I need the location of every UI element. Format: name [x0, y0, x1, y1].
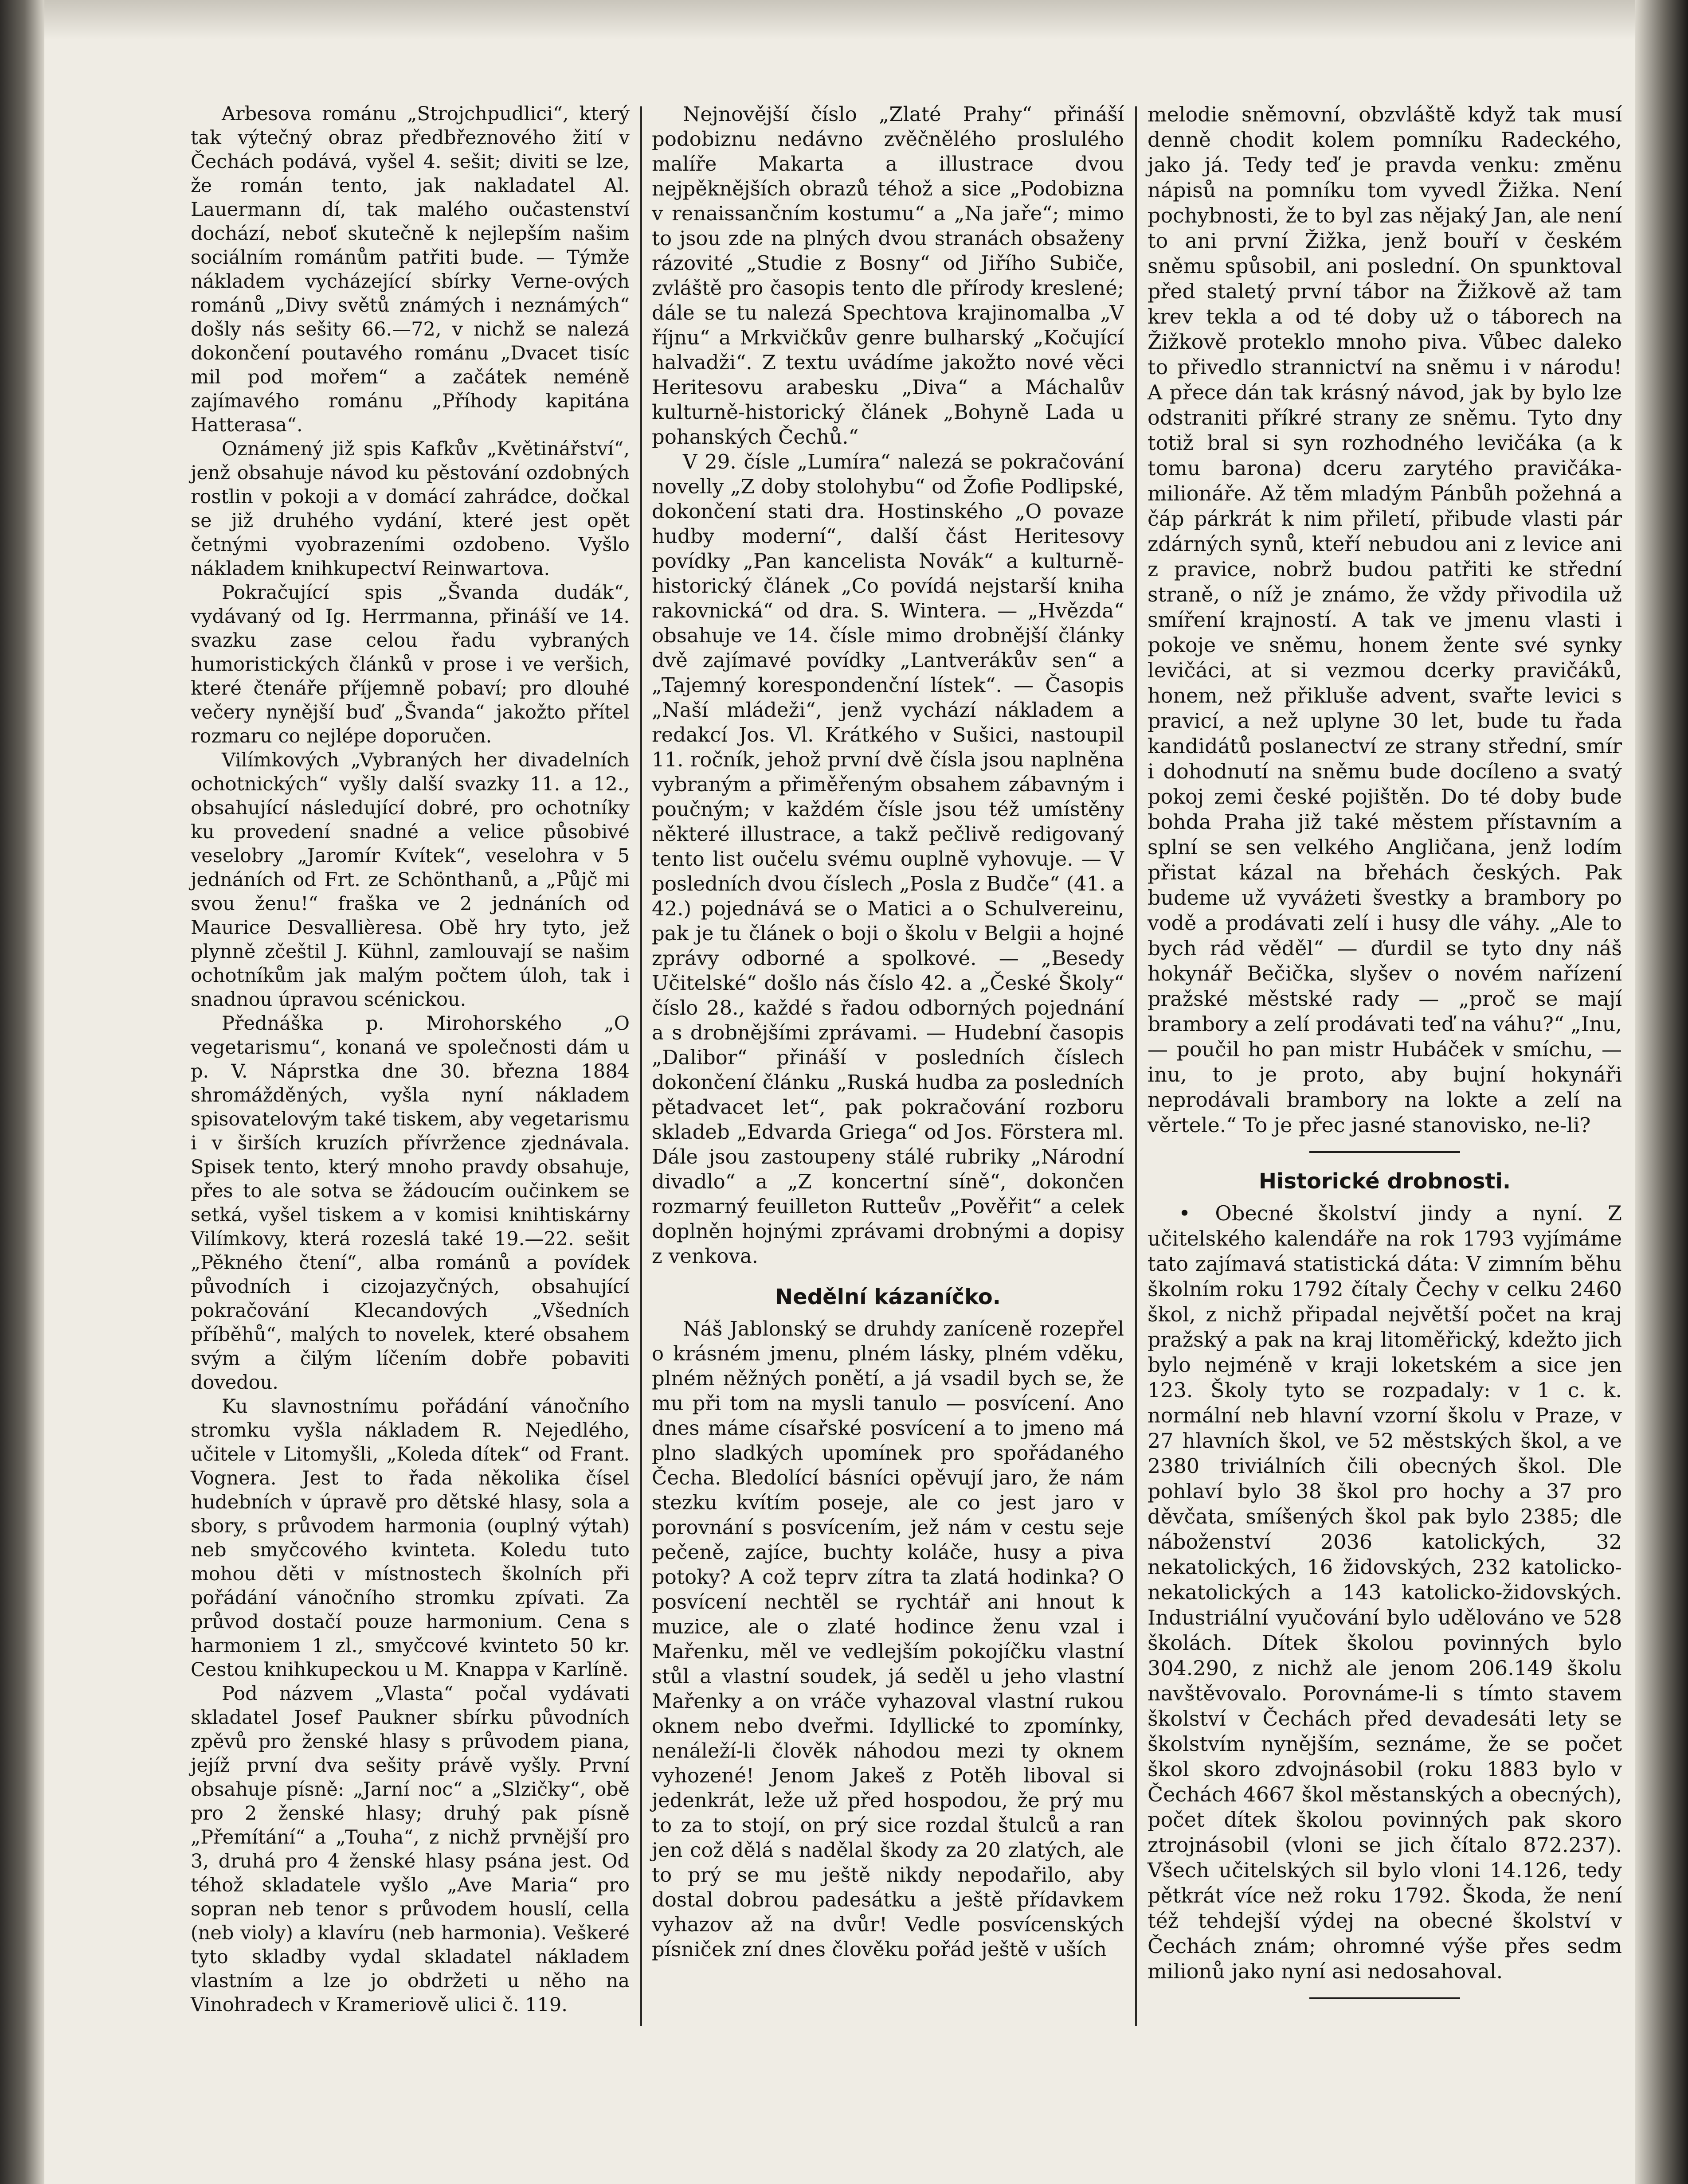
- section-heading-historical-notes: Historické drobnosti.: [1258, 1169, 1511, 1194]
- paragraph-christmas-carol: Ku slavnostnímu pořádání vánočního stromku vyšla nákladem R. Nejedlého, učitele v Litomyšli, „Koleda dítek“ od Frant. Vognera. Jest to řada několika čísel hudebních v úpravě pro dětské hlasy, sola a sbory, s průvodem harmonia (ouplný výtah) neb smyčcového kvinteta. Koledu tuto mohou děti v místnostech školních při pořádání vánočního stromku zpívati. Za průvod dostačí pouze harmonium. Cena s harmoniem 1 zl., smyčcové kvinteto 50 kr. Cestou knihkupeckou u M. Knappa v Karlíně.: [191, 1395, 630, 1681]
- column-rule-left: [640, 106, 642, 2026]
- column-rule-right: [1135, 106, 1137, 2026]
- paragraph-schooling-statistics: • Obecné školství jindy a nyní. Z učitelského kalendáře na rok 1793 vyjímáme tato zajímavá statistická dáta: V zimním běhu školním roku 1792 čítaly Čechy v celku 2460 škol, z nichž připadal největší počet na kraj pražský a pak na kraj litoměřický, kdežto jich bylo nejméně v kraji loketském a sice jen 123. Školy tyto se rozpadaly: v 1 c. k. normální neb hlavní vzorní školu v Praze, v 27 hlavních škol, ve 52 městských škol, a ve 2380 triviálních čili obecných škol. Dle pohlaví bylo 38 škol pro hochy a 37 pro děvčata, smíšených škol pak bylo 2385; dle náboženství 2036 katolických, 32 nekatolických, 16 židovských, 232 katolicko-nekatolických a 143 katolicko-židovských. Industriální vyučování bylo udělováno ve 528 školách. Dítek školou povinných bylo 304.290, z nichž ale jenom 206.149 školu navštěvovalo. Porovnáme-li s tímto stavem školství v Čechách před devadesáti lety se školstvím nynějším, seznáme, že se počet škol skoro zdvojnásobil (roku 1883 bylo v Čechách 4667 škol městanských a obecných), počet dítek školou povinných pak skoro ztrojnásobil (vloni se jich čítalo 872.237). Všech učitelských sil bylo vloni 14.126, tedy pětkrát více než roku 1792. Škoda, že není též tehdejší výdej na obecné školství v Čechách znám; ohromné výše přes sedm milionů jako nyní asi nedosahoval.: [1148, 1201, 1622, 1983]
- book-binding-shadow: [0, 0, 44, 2184]
- section-heading-sunday-sermon: Nedělní kázaníčko.: [775, 1285, 1001, 1309]
- paragraph-sermon-text: Náš Jablonský se druhdy zaníceně rozepřel o krásném jmenu, plném lásky, plném vděku, plném něžných ponětí, a já vsadil bych se, že mu při tom na mysli tanulo — posvícení. Ano dnes máme císařské posvícení a to jmeno má plno sladkých upomínek pro spořádaného Čecha. Bledolící básníci opěvují jaro, že nám stezku kvítím poseje, ale co jest jaro v porovnání s posvícením, jež nám v cestu seje pečeně, zajíce, buchty koláče, husy a piva potoky? A což teprv zítra ta zlatá hodinka? O posvícení nechtěl se rychtář ani hnout k muzice, ale o zlaté hodince ženu vzal i Mařenku, měl ve vedlejším pokojíčku vlastní stůl a vlastní soudek, já seděl u jeho vlastní Mařenky a on vráče vyhazoval vlastní rukou oknem nebo dveřmi. Idyllické to zpomínky, nenáleží-li člověk náhodou mezi ty oknem vyhozené! Jenom Jakeš z Potěh liboval si jedenkrát, leže už před hospodou, že prý mu to za to stojí, on prý sice rozdal štulců a ran jen což dělá s nadělal škody za 20 zlatých, ale to prý se mu ještě nikdy nepodařilo, aby dostal dobrou padesátku a ještě přídavkem vyhazov až na dvůr! Vedle posvícenských písniček zní dnes člověku pořád ještě v uších: [652, 1317, 1124, 1961]
- paragraph-vegetarianism-lecture: Přednáška p. Mirohorského „O vegetarismu“, konaná ve společnosti dám u p. V. Náprstka dne 30. března 1884 shromážděných, vyšla nyní nákladem spisovatelovým také tiskem, aby vegetarismu i v širších kruzích přívržence zjednávala. Spisek tento, který mnoho pravdy obsahuje, přes to ale sotva se žádoucím oučinkem se setká, vyšel tiskem a v komisi knihtiskárny Vilímkovy, která rozeslá také 19.—22. sešit „Pěkného čtení“, alba románů a povídek původních i cizojazyčných, obsahující pokračování Klecandových „Všedních příběhů“, malých to novelek, které obsahem svým a čilým líčením dobře pobaviti dovedou.: [191, 1012, 630, 1394]
- page-right-edge: [1635, 0, 1688, 2184]
- right-column: [1148, 102, 1622, 2004]
- paragraph-zlata-praha: Nejnovější číslo „Zlaté Prahy“ přináší podobiznu nedávno zvěčnělého proslulého malíře Makarta a illustrace dvou nejpěknějších obrazů téhož a sice „Podobizna v renaissančním kostumu“ a „Na jaře“; mimo to jsou zde na plných dvou stranách obsaženy rázovité „Studie z Bosny“ od Jiřího Subiče, zvláště pro časopis tento dle přírody kreslené; dále se tu nalezá Spechtova krajinomalba „V říjnu“ a Mrkvičkův genre bulharský „Kočující halvadži“. Z textu uvádíme jakožto nové věci Heritesovu arabesku „Diva“ a Máchalův kulturně-historický článek „Bohyně Lada u pohanských Čechů.“: [652, 102, 1124, 449]
- paragraph-svanda-dudak: Pokračující spis „Švanda dudák“, vydávaný od Ig. Herrmanna, přináší ve 14. svazku zase celou řadu vybraných humoristických článků v prose i ve veršich, které čtenáře příjemně pobaví; pro dlouhé večery nynější buď „Švanda“ jakožto přítel rozmaru co nejlépe doporučen.: [191, 582, 630, 747]
- paragraph-arbes-novel: Arbesova románu „Strojchpudlici“, který tak výtečný obraz předbřeznového žití v Čechách podává, vyšel 4. sešit; diviti se lze, že román tento, jak nakladatel Al. Lauermann dí, tak malého oučastenství dochází, neboť skutečně k nejlepším našim sociálním románům patřiti bude. — Týmže nákladem vycházející sbírky Verne-ových románů „Divy světů známých i neznámých“ došly nás sešity 66.—72, v nichž se nalezá dokončení poutavého románu „Dvacet tisíc mil pod mořem“ a začátek neméně zajímavého románu „Příhody kapitána Hatterasa“.: [191, 103, 630, 436]
- left-column: [191, 102, 630, 2017]
- paragraph-vilimek-plays: Vilímkových „Vybraných her divadelních ochotnických“ vyšly další svazky 11. a 12., obsahující následující dobré, pro ochotníky ku provedení snadné a velice působivé veselobry „Jaromír Kvítek“, veselohra v 5 jednáních od Frt. ze Schönthanů, a „Půjč mi svou ženu!“ fraška ve 2 jednáních od Maurice Desvallièresa. Obě hry tyto, jež plynně zčeštil J. Kühnl, zamlouvají se našim ochotníkům jak malým počtem úloh, tak i snadnou úpravou scénickou.: [191, 749, 630, 1011]
- section-divider: [1309, 1151, 1460, 1153]
- paragraph-vlasta-songs: Pod názvem „Vlasta“ počal vydávati skladatel Josef Paukner sbírku původních zpěvů pro ženské hlasy s průvodem piana, jejíž první dva sešity právě vyšly. První obsahuje písně: „Jarní noc“ a „Slzičky“, obě pro 2 ženské hlasy; druhý pak písně „Přemítání“ a „Touha“, z nichž prvnější pro 3, druhá pro 4 ženské hlasy psána jest. Od téhož skladatele vyšlo „Ave Maria“ pro sopran neb tenor s průvodem houslí, cella (neb violy) a klavíru (neb harmonia). Veškeré tyto skladby vydal skladatel nákladem vlastním a lze jo obdržeti u něho na Vinohradech v Krameriově ulici č. 119.: [191, 1683, 630, 2016]
- end-divider: [1309, 1997, 1460, 1999]
- middle-column: [652, 102, 1124, 1962]
- paragraph-sermon-continued: melodie sněmovní, obzvláště když tak musí denně chodit kolem pomníku Radeckého, jako já. Tedy teď je pravda venku: změnu nápisů na pomníku tom vyvedl Žižka. Není pochybnosti, že to byl zas nějaký Jan, ale není to ani první Žižka, jenž bouří v českém sněmu spůsobil, ani poslední. On spunktoval před staletý první tábor na Žižkově až tam krev tekla a od té doby už o táborech na Žižkově proteklo mnoho piva. Vůbec daleko to přivedlo strannictví na sněmu i v národu! A přece dán tak krásný návod, jak by bylo lze odstraniti příkré strany ze sněmu. Tyto dny totiž bral si syn rozhodného levičáka (a k tomu barona) dceru zarytého pravičáka-milionáře. Až těm mladým Pánbůh požehná a čáp párkrát k nim přiletí, přibude vlasti pár zdárných synů, kteří nebudou ani z levice ani z pravice, nobrž budou patřiti ke střední straně, o níž je známo, že vždy přivodila už smíření krajností. A tak ve jmenu vlasti i pokoje ve sněmu, honem žente své synky levičáci, at si vezmou dcerky pravičáků, honem, než přikluše advent, svařte levici s pravicí, a než uplyne 30 let, bude tu řada kandidátů poslanectví ze strany střední, smír i dohodnutí na sněmu bude docíleno a svatý pokoj zemi české pojištěn. Do té doby bude bohda Praha již také městem přístavním a splní se sen velkého Angličana, jenž lodím přistat kázal na břehách českých. Pak budeme už vyváżeti švestky a brambory po vodě a prodávati zelí i husy dle váhy. „Ale to bych rád věděl“ — ďurdil se tyto dny náš hokynář Bečička, slyšev o novém nařízení pražské městské rady — „proč se mají brambory a zelí prodávati teď na váhu?“ „Inu, — poučil ho pan mistr Hubáček v smíchu, — inu, to je proto, aby bujní hokynáři neprodávali brambory na lokte a zelí na věrtele.“ To je přec jasné stanovisko, ne-li?: [1148, 102, 1622, 1137]
- page-top-shade: [44, 0, 1635, 40]
- paragraph-kafka-book: Oznámený již spis Kafkův „Květinářství“, jenž obsahuje návod ku pěstování ozdobných rostlin v pokoji a v domácí zahrádce, dočkal se již druhého vydání, které jest opět četnými vyobrazeními ozdobeno. Vyšlo nákladem knihkupectví Reinwartova.: [191, 438, 630, 580]
- paragraph-lumir-and-journals: V 29. čísle „Lumíra“ nalezá se pokračování novelly „Z doby stolohybu“ od Žofie Podlipské, dokončení stati dra. Hostinského „O povaze hudby moderní“, další část Heritesovy povídky „Pan kancelista Novák“ a kulturně-historický článek „Co povídá nejstarší kniha rakovnická“ od dra. S. Wintera. — „Hvězda“ obsahuje ve 14. čísle mimo drobnější články dvě zajímavé povídky „Lantverákův sen“ a „Tajemný korespondenční lístek“. — Časopis „Naší mládeži“, jenž vychází nákladem a redakcí Jos. Vl. Krátkého v Sušici, nastoupil 11. ročník, jehož první dvě čísla jsou naplněna vybraným a přiměřeným obsahem zábavným i poučným; v každém čísle jsou též umístěny některé illustrace, a takž pečlivě redigovaný tento list oučelu svému ouplně vyhovuje. — V posledních dvou číslech „Posla z Budče“ (41. a 42.) pojednává se o Matici a o Schulvereinu, pak je tu článek o boji o školu v Belgii a hojné zprávy odborné a spolkové. — „Besedy Učitelské“ došlo nás číslo 42. a „České Školy“ číslo 28., každé s řadou odborných pojednání a s drobnějšími zprávami. — Hudební časopis „Dalibor“ přináší v posledních číslech dokončení článku „Ruská hudba za posledních pětadvacet let“, pak pokračování rozboru skladeb „Edvarda Griega“ od Jos. Förstera ml. Dále jsou zastoupeny stálé rubriky „Národní divadlo“ a „Z koncertní síně“, dokončen rozmarný feuilleton Rutteův „Pověřit“ a celek doplněn hojnými zprávami drobnými a dopisy z venkova.: [652, 450, 1124, 1268]
